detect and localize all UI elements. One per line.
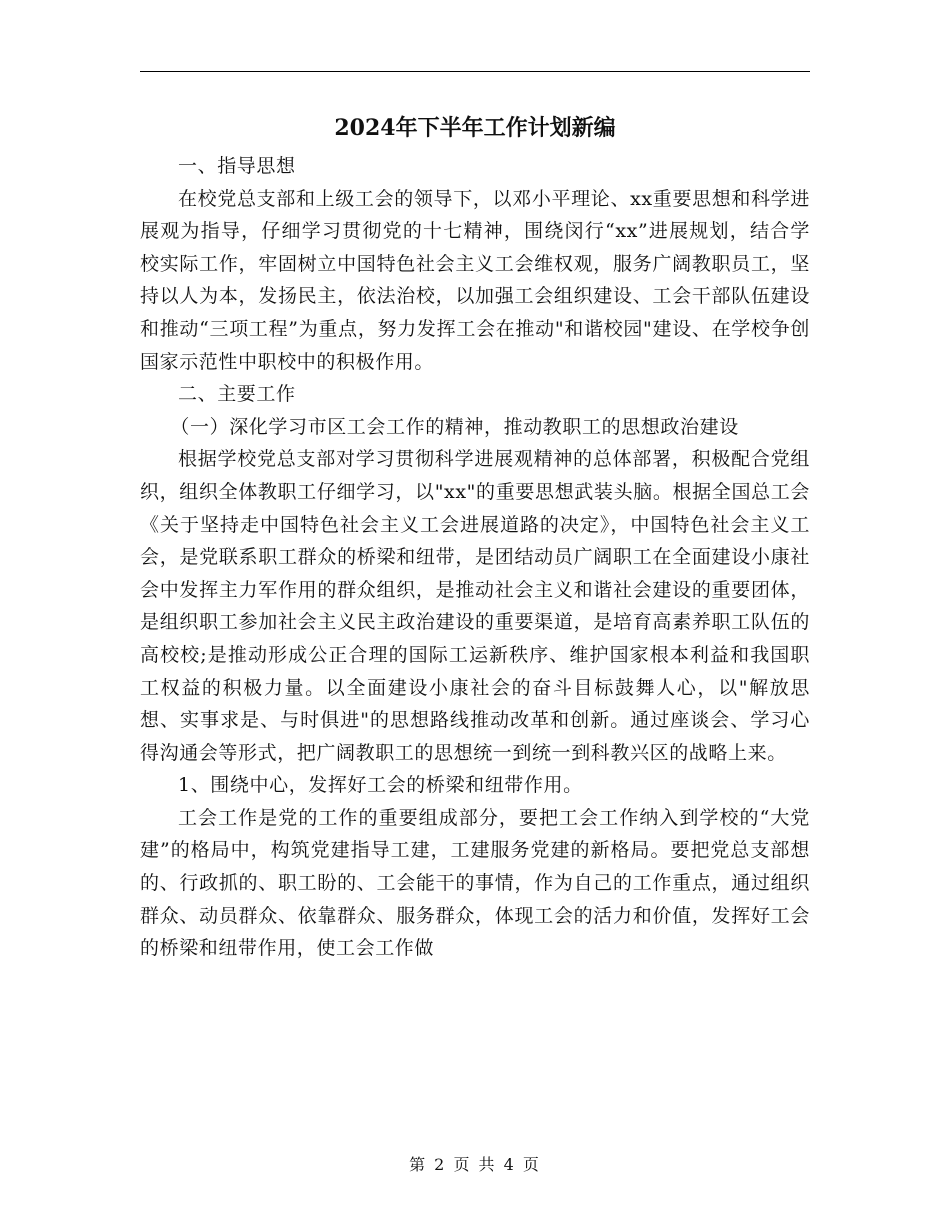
footer-prefix: 第 <box>409 1155 428 1174</box>
footer-suffix: 页 <box>522 1155 541 1174</box>
item-heading-bridge-role: 1、围绕中心，发挥好工会的桥梁和纽带作用。 <box>178 774 583 797</box>
footer-middle: 页 共 <box>453 1155 497 1174</box>
section-heading-guiding-ideology: 一、指导思想 <box>178 155 296 177</box>
document-body <box>140 150 810 965</box>
page-footer <box>0 1153 950 1177</box>
footer-total-pages: 4 <box>503 1155 516 1174</box>
section-heading-main-work: 二、主要工作 <box>178 383 296 406</box>
subsection-heading-deepen-study: （一）深化学习市区工会工作的精神，推动教职工的思想政治建设 <box>170 415 739 438</box>
paragraph-deepen-study: 根据学校党总支部对学习贯彻科学进展观精神的总体部署，积极配合党组织，组织全体教职工仔细学习，以"xx"的重要思想武装头脑。根据全国总工会《关于坚持走中国特色社会主义工会进展道路的决定》，中国特色社会主义工会，是党联系职工群众的桥梁和纽带，是团结动员广阔职工在全面建设小康社会中发挥主力军作用的群众组织，是推动社会主义和谐社会建设的重要团体，是组织职工参加社会主义民主政治建设的重要渠道，是培育高素养职工队伍的高校校;是推动形成公正合理的国际工运新秩序、维护国家根本利益和我国职工权益的积极力量。以全面建设小康社会的奋斗目标鼓舞人心，以"解放思想、实事求是、与时俱进"的思想路线推动改革和创新。通过座谈会、学习心得沟通会等形式，把广阔教职工的思想统一到统一到科教兴区的战略上来。 <box>140 448 810 764</box>
paragraph-bridge-role: 工会工作是党的工作的重要组成部分，要把工会工作纳入到学校的“大党建”的格局中，构筑党建指导工建，工建服务党建的新格局。要把党总支部想的、行政抓的、职工盼的、工会能干的事情，作为自己的工作重点，通过组织群众、动员群众、依靠群众、服务群众，体现工会的活力和价值，发挥好工会的桥梁和纽带作用，使工会工作做 <box>140 806 810 960</box>
header-rule <box>140 71 810 72</box>
paragraph-guiding-ideology: 在校党总支部和上级工会的领导下，以邓小平理论、xx重要思想和科学进展观为指导，仔细学习贯彻党的十七精神，围绕闵行“xx”进展规划，结合学校实际工作，牢固树立中国特色社会主义工会维权观，服务广阔教职员工，坚持以人为本，发扬民主，依法治校，以加强工会组织建设、工会干部队伍建设和推动“三项工程”为重点，努力发挥工会在推动"和谐校园"建设、在学校争创国家示范性中职校中的积极作用。 <box>140 187 810 373</box>
footer-current-page: 2 <box>434 1155 447 1174</box>
document-title: 2024年下半年工作计划新编 <box>334 115 616 141</box>
